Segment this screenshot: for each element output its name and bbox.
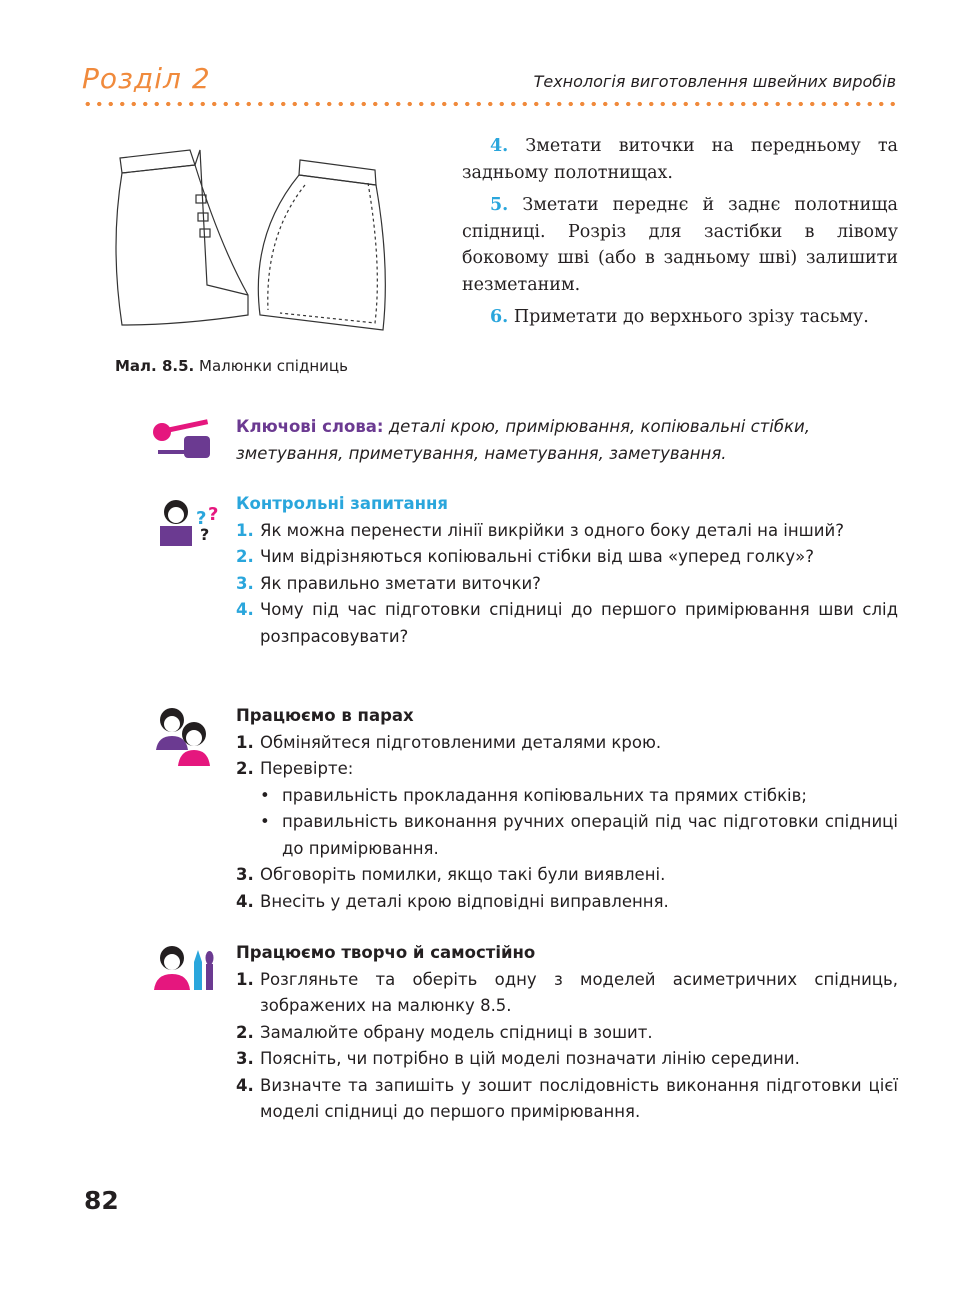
creative-work-icon: [152, 944, 218, 990]
pair-work-icon: [154, 706, 218, 766]
pairs-block: [236, 703, 898, 915]
steps-list: [462, 133, 898, 337]
chapter-label: Розділ 2: [82, 62, 211, 95]
question-item: 4. Чому під час підготовки спідниці до першого примірювання шви слід розпрасовувати?: [236, 600, 898, 646]
figure-caption: Мал. 8.5. Малюнки спідниць: [115, 357, 348, 375]
skirt-drawings: [100, 125, 400, 340]
creative-item: 1. Розгляньте та оберіть одну з моделей асиметричних спідниць, зображених на малюнку 8.5.: [236, 969, 898, 1015]
step-6: 6. Приметати до верхнього зрізу тасьму.: [490, 307, 869, 327]
question-item: 3. Як правильно зметати виточки?: [236, 573, 541, 593]
step-4: 4. Зметати виточки на передньому та задньому полотнищах.: [462, 136, 898, 183]
creative-block: [236, 940, 898, 1126]
pairs-item: 3. Обговоріть помилки, якщо такі були виявлені.: [236, 865, 666, 884]
pairs-item: 2. Перевірте:: [236, 759, 354, 778]
keywords-block: Ключові слова: деталі крою, примірювання, копіювальні стібки, зметування, приметування, наметування, заметування.: [236, 417, 810, 463]
question-item: 1. Як можна перенести лінії викрійки з одного боку деталі на інший?: [236, 520, 844, 540]
creative-item: 2. Замалюйте обрану модель спідниці в зошит.: [236, 1022, 653, 1042]
bullet-item: • правильність прокладання копіювальних та прямих стібків;: [260, 785, 807, 805]
svg-text:?: ?: [200, 525, 210, 544]
svg-text:?: ?: [208, 504, 219, 525]
pairs-item: 4. Внесіть у деталі крою відповідні виправлення.: [236, 891, 669, 911]
questions-title: Контрольні запитання: [236, 494, 449, 513]
girl-reading-icon: [154, 498, 220, 548]
creative-item: 3. Поясніть, чи потрібно в цій моделі позначати лінію середини.: [236, 1049, 800, 1068]
creative-title: Працюємо творчо й самостійно: [236, 943, 536, 962]
step-5: 5. Зметати переднє й заднє полотнища спідниці. Розріз для застібки в лівому боковому шві (або в задньому шві) залишити незметаним.: [462, 195, 898, 295]
pairs-title: Працюємо в парах: [236, 706, 414, 725]
bullet-item: • правильність виконання ручних операцій під час підготовки спідниці до примірювання.: [260, 812, 898, 858]
creative-item: 4. Визначте та запишіть у зошит послідовність виконання підготовки цієї моделі спідниці до першого примірювання.: [236, 1075, 898, 1121]
dotted-divider: [82, 100, 898, 108]
questions-block: [236, 491, 898, 650]
running-title: Технологія виготовлення швейних виробів: [533, 72, 896, 91]
question-item: 2. Чим відрізняються копіювальні стібки від шва «уперед голку»?: [236, 547, 814, 566]
svg-text:?: ?: [196, 508, 207, 529]
pairs-item: 1. Обміняйтеся підготовленими деталями крою.: [236, 732, 662, 752]
keys-icon: [152, 418, 214, 462]
page-number: 82: [84, 1186, 119, 1215]
